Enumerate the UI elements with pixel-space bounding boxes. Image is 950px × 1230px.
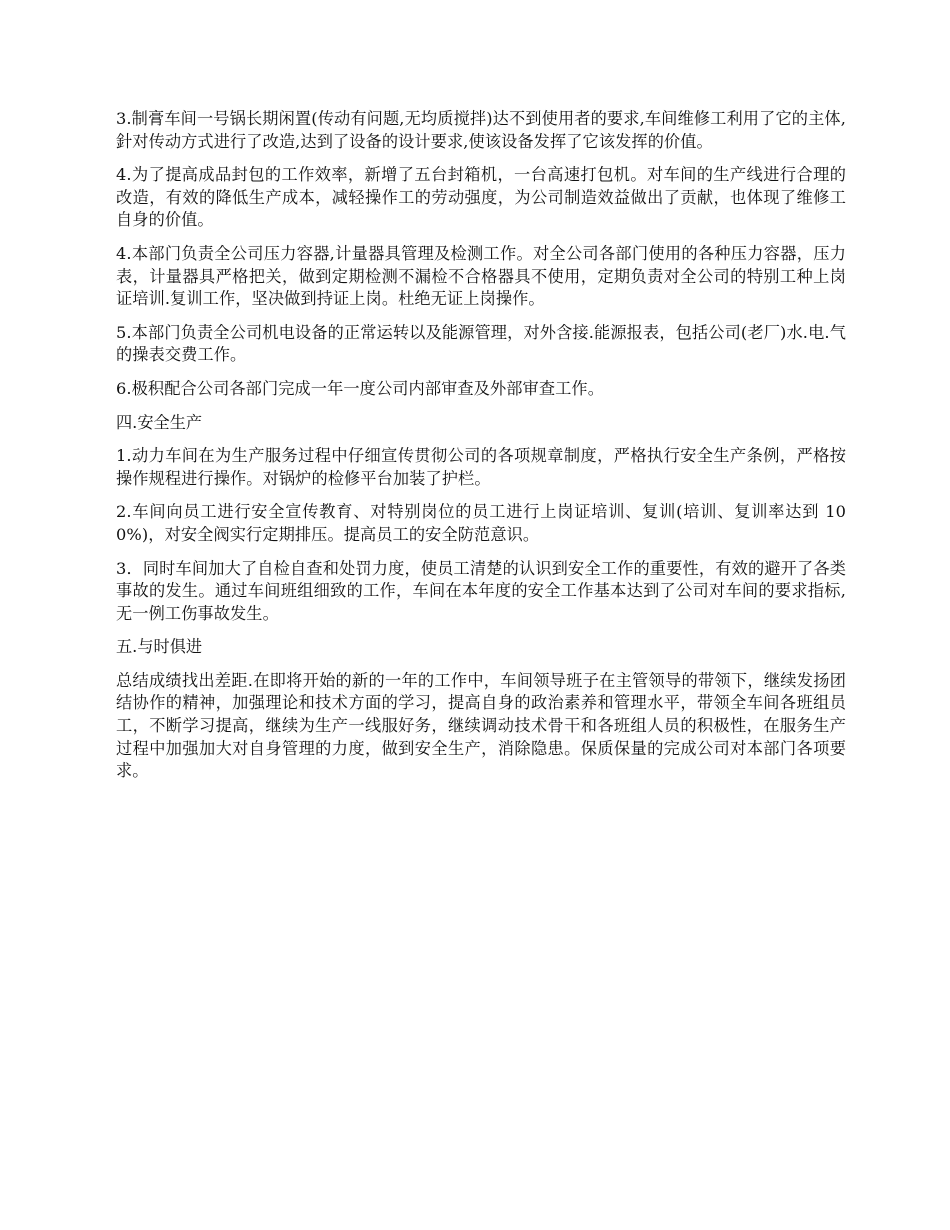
paragraph-safety-inspection: 3．同时车间加大了自检自查和处罚力度，使员工清楚的认识到安全工作的重要性，有效的避开了各类事故的发生。通过车间班组细致的工作，车间在本年度的安全工作基本达到了公司对车间的要求指标,无一例工伤事故发生。 [116,558,846,623]
paragraph-safety-training: 2.车间向员工进行安全宣传教育、对特别岗位的员工进行上岗证培训、复训(培训、复训率达到 100%)，对安全阀实行定期排压。提高员工的安全防范意识。 [116,502,846,544]
paragraph-pressure-vessels: 4.本部门负责全公司压力容器,计量器具管理及检测工作。对全公司各部门使用的各种压力容器，压力表，计量器具严格把关，做到定期检测不漏检不合格器具不使用，定期负责对全公司的特别工种上岗证培训.复训工作，坚决做到持证上岗。杜绝无证上岗操作。 [116,243,846,309]
paragraph-boiler-modification: 3.制膏车间一号锅长期闲置(传动有问题,无均质搅拌)达不到使用者的要求,车间维修工利用了它的主体,針对传动方式进行了改造,达到了设备的设计要求,使该设备发挥了它该发挥的价值。 [116,109,846,151]
paragraph-audit-cooperation: 6.极积配合公司各部门完成一年一度公司内部审查及外部审查工作。 [116,378,604,398]
section-heading-safety: 四.安全生产 [116,412,203,432]
paragraph-safety-rules: 1.动力车间在为生产服务过程中仔细宣传贯彻公司的各项规章制度，严格执行安全生产条例，严格按操作规程进行操作。对锅炉的检修平台加装了护栏。 [116,446,846,488]
section-heading-progress: 五.与时俱进 [116,637,203,657]
document-page [116,108,846,794]
paragraph-packing-efficiency: 4.为了提高成品封包的工作效率，新增了五台封箱机，一台高速打包机。对车间的生产线进行合理的改造，有效的降低生产成本，减轻操作工的劳动强度，为公司制造效益做出了贡献，也体现了维修工自身的价值。 [116,165,846,230]
paragraph-summary: 总结成绩找出差距.在即将开始的新的一年的工作中，车间领导班子在主管领导的带领下，继续发扬团结协作的精神，加强理论和技术方面的学习，提高自身的政治素养和管理水平，带领全车间各班组员工，不断学习提高，继续为生产一线服好务，继续调动技术骨干和各班组人员的积极性，在服务生产过程中加强加大对自身管理的力度，做到安全生产，消除隐患。保质保量的完成公司对本部门各项要求。 [116,670,846,781]
paragraph-energy-management: 5.本部门负责全公司机电设备的正常运转以及能源管理，对外含接.能源报表，包括公司(老厂)水.电.气的操表交费工作。 [116,322,846,365]
